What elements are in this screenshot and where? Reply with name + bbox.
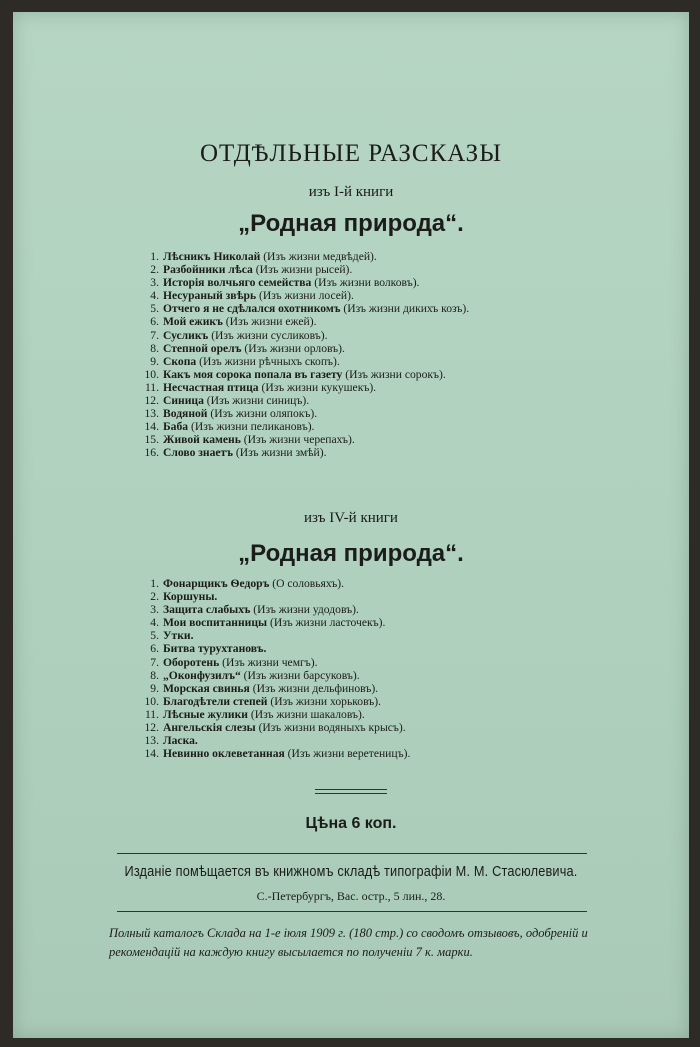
story-item: [139, 329, 469, 342]
book-cover-page: [13, 12, 689, 1038]
story-number: 1.: [150, 250, 159, 263]
story-number: 14.: [144, 747, 159, 761]
story-item: [139, 721, 410, 734]
story-description: (Изъ жизни черепахъ).: [240, 433, 355, 447]
story-item: [139, 368, 469, 381]
story-description: (Изъ жизни сорокъ).: [342, 367, 446, 381]
story-title: Лѣсникъ Николай: [163, 250, 261, 263]
story-title: Лѣсные жулики: [163, 707, 248, 721]
story-item: [139, 342, 469, 355]
book1-label: изъ I-й книги: [308, 184, 394, 200]
story-description: (Изъ жизни пеликановъ).: [188, 420, 315, 434]
story-title: Невинно оклеветанная: [163, 747, 285, 761]
story-number: 9.: [150, 354, 159, 368]
story-title: Какъ моя сорока попала въ газету: [163, 367, 343, 381]
story-number: 9.: [150, 681, 159, 695]
story-item: [139, 420, 469, 433]
story-title: Утки.: [163, 629, 194, 643]
story-item: [139, 734, 410, 747]
story-number: 11.: [144, 380, 159, 394]
story-number: 5.: [150, 629, 159, 643]
story-title: Баба: [163, 420, 189, 434]
story-number: 7.: [150, 655, 159, 669]
story-item: [139, 747, 410, 760]
story-description: (Изъ жизни дикихъ козъ).: [340, 302, 470, 316]
story-item: [139, 394, 469, 407]
story-number: 16.: [144, 446, 159, 460]
story-title: Отчего я не сдѣлался охотникомъ: [163, 302, 341, 316]
publisher-address: С.-Петербургъ, Вас. остр., 5 лин., 28.: [256, 889, 446, 903]
rule-bottom: [117, 911, 587, 912]
story-title: Морская свинья: [163, 681, 250, 695]
story-item: [139, 407, 469, 420]
story-description: (Изъ жизни волковъ).: [311, 276, 420, 290]
story-description: (Изъ жизни удодовъ).: [250, 603, 359, 617]
page-title: ОТДѢЛЬНЫЕ РАЗСКАЗЫ: [199, 140, 503, 167]
story-title: Оборотень: [163, 655, 220, 669]
story-item: [139, 250, 469, 263]
story-item: [139, 302, 469, 315]
story-description: (Изъ жизни лосей).: [256, 289, 354, 303]
story-title: Ласка.: [163, 734, 198, 748]
story-item: [139, 656, 410, 669]
story-number: 10.: [144, 367, 159, 381]
story-title: Защита слабыхъ: [163, 603, 251, 617]
story-item: [139, 616, 410, 629]
catalog-note: Полный каталогъ Склада на 1-е іюля 1909 г. (180 стр.) со сводомъ отзывовъ, одобреній и рекомендацій на каждую книгу высылается по полученіи 7 к. марки.: [109, 926, 588, 959]
publisher-line: Изданіе помѣщается въ книжномъ складѣ типографіи М. М. Стасюлевича.: [124, 863, 578, 880]
story-number: 14.: [144, 420, 159, 434]
story-description: (Изъ жизни чемгъ).: [219, 655, 318, 669]
story-number: 2.: [150, 590, 159, 604]
story-title: Сусликъ: [163, 328, 209, 342]
story-number: 4.: [150, 289, 159, 303]
story-item: [139, 629, 410, 642]
story-item: [139, 590, 410, 603]
story-description: (Изъ жизни сусликовъ).: [208, 328, 328, 342]
story-number: 8.: [150, 341, 159, 355]
story-number: 8.: [150, 668, 159, 682]
story-title: Благодѣтели степей: [163, 694, 268, 708]
story-number: 13.: [144, 734, 159, 748]
story-item: [139, 642, 410, 655]
story-title: Несчастная птица: [163, 380, 259, 394]
story-number: 12.: [144, 394, 159, 408]
story-item: [139, 433, 469, 446]
story-description: (Изъ жизни водяныхъ крысъ).: [255, 721, 406, 735]
story-title: Мои воспитанницы: [163, 616, 268, 630]
story-title: Коршуны.: [163, 590, 218, 604]
story-description: (Изъ жизни ласточекъ).: [267, 616, 386, 630]
story-number: 6.: [150, 315, 159, 329]
story-item: [139, 708, 410, 721]
story-title: Живой камень: [163, 433, 241, 447]
story-title: Битва турухтановъ.: [163, 642, 267, 656]
story-description: (О соловьяхъ).: [269, 577, 344, 590]
story-item: [139, 446, 469, 459]
story-description: (Изъ жизни дельфиновъ).: [249, 681, 379, 695]
story-title: Ангельскія слезы: [163, 721, 256, 735]
story-number: 4.: [150, 616, 159, 630]
story-title: Несураный звѣрь: [163, 289, 257, 303]
story-number: 3.: [150, 603, 159, 617]
story-number: 15.: [144, 433, 159, 447]
story-number: 5.: [150, 302, 159, 316]
story-title: Слово знаетъ: [163, 446, 233, 460]
story-description: (Изъ жизни орловъ).: [241, 341, 345, 355]
story-number: 6.: [150, 642, 159, 656]
story-number: 11.: [144, 707, 159, 721]
story-number: 12.: [144, 721, 159, 735]
story-title: Исторія волчьяго семейства: [163, 276, 312, 290]
story-title: „Оконфузилъ“: [163, 668, 241, 682]
book1-title: „Родная природа“.: [238, 210, 464, 237]
story-description: (Изъ жизни барсуковъ).: [240, 668, 360, 682]
story-title: Синица: [163, 394, 204, 408]
story-title: Степной орелъ: [163, 341, 242, 355]
story-item: [139, 276, 469, 289]
price-label: Цѣна 6 коп.: [305, 815, 397, 832]
story-description: (Изъ жизни медвѣдей).: [260, 250, 377, 263]
story-description: (Изъ жизни шакаловъ).: [247, 707, 365, 721]
story-item: [139, 289, 469, 302]
story-description: (Изъ жизни оляпокъ).: [207, 407, 318, 421]
rule-top: [117, 853, 587, 854]
story-number: 13.: [144, 407, 159, 421]
story-title: Мой ежикъ: [163, 315, 223, 329]
story-item: [139, 682, 410, 695]
story-title: Водяной: [163, 407, 208, 421]
story-item: [139, 577, 410, 590]
book4-title: „Родная природа“.: [238, 540, 464, 567]
book1-story-list: [139, 250, 469, 460]
story-description: (Изъ жизни кукушекъ).: [258, 380, 377, 394]
story-description: (Изъ жизни змѣй).: [233, 446, 327, 460]
story-item: [139, 263, 469, 276]
story-number: 3.: [150, 276, 159, 290]
story-title: Разбойники лѣса: [163, 263, 253, 277]
story-item: [139, 603, 410, 616]
story-description: (Изъ жизни хорьковъ).: [267, 694, 382, 708]
story-item: [139, 381, 469, 394]
book4-label: изъ IV-й книги: [304, 510, 398, 526]
story-description: (Изъ жизни веретеницъ).: [284, 747, 411, 761]
story-description: (Изъ жизни ежей).: [222, 315, 317, 329]
story-description: (Изъ жизни рысей).: [252, 263, 353, 277]
story-description: (Изъ жизни синицъ).: [203, 394, 310, 408]
story-number: 7.: [150, 328, 159, 342]
story-title: Скопа: [163, 354, 197, 368]
story-item: [139, 315, 469, 328]
story-item: [139, 669, 410, 682]
story-item: [139, 355, 469, 368]
story-number: 1.: [150, 577, 159, 590]
story-title: Фонарщикъ Ѳедоръ: [163, 577, 270, 590]
story-number: 10.: [144, 694, 159, 708]
story-description: (Изъ жизни рѣчныхъ скопъ).: [196, 354, 340, 368]
story-item: [139, 695, 410, 708]
story-number: 2.: [150, 263, 159, 277]
ornamental-divider: [315, 789, 387, 794]
book4-story-list: [139, 577, 410, 760]
